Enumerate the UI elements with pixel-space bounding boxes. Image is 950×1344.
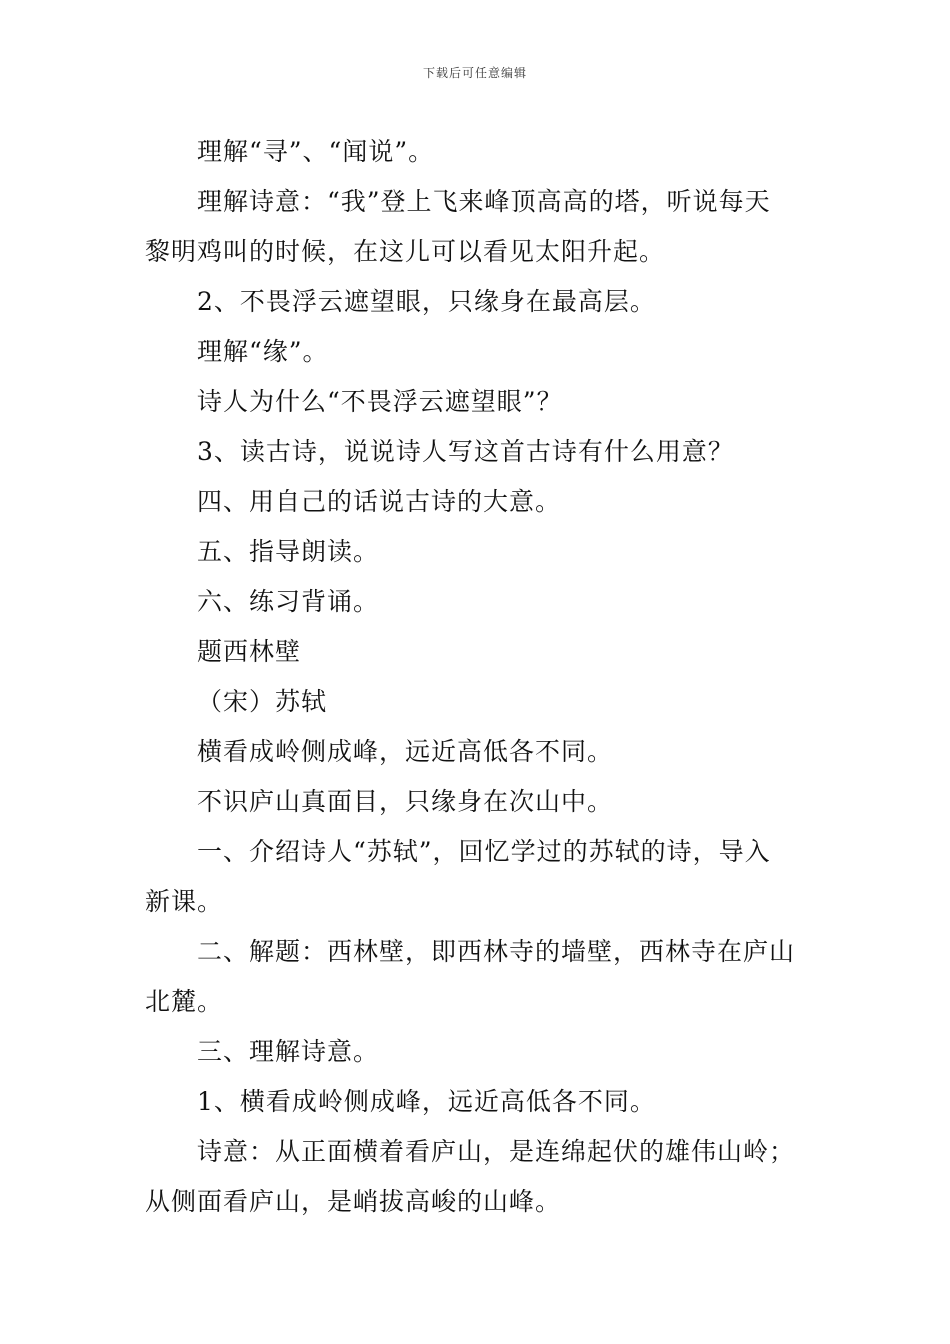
paragraph-line: 黎明鸡叫的时候，在这儿可以看见太阳升起。 <box>145 237 666 266</box>
poem-verse: 不识庐山真面目，只缘身在次山中。 <box>197 787 614 816</box>
paragraph-line: 六、练习背诵。 <box>197 587 380 616</box>
paragraph-line: 3、读古诗，说说诗人写这首古诗有什么用意？ <box>197 437 734 466</box>
page-header: 下载后可任意编辑 <box>422 66 527 80</box>
poem-author: （宋）苏轼 <box>197 687 328 716</box>
poem-title: 题西林壁 <box>197 637 302 666</box>
document-body <box>145 127 809 1227</box>
paragraph-line: 一、介绍诗人“苏轼”，回忆学过的苏轼的诗，导入 <box>197 837 771 866</box>
paragraph-line: 四、用自己的话说古诗的大意。 <box>197 487 562 516</box>
paragraph-line: 三、理解诗意。 <box>197 1037 380 1066</box>
paragraph-line: 二、解题：西林壁，即西林寺的墙壁，西林寺在庐山 <box>197 937 796 966</box>
paragraph-line: 1、横看成岭侧成峰，远近高低各不同。 <box>197 1087 656 1116</box>
paragraph-line: 理解“寻”、“闻说”。 <box>197 137 435 166</box>
poem-verse: 横看成岭侧成峰，远近高低各不同。 <box>197 737 614 766</box>
paragraph-line: 五、指导朗读。 <box>197 537 380 566</box>
paragraph-line: 理解诗意：“我”登上飞来峰顶高高的塔，听说每天 <box>197 187 771 216</box>
paragraph-line: 诗意：从正面横着看庐山，是连绵起伏的雄伟山岭； <box>197 1137 796 1166</box>
paragraph-line: 从侧面看庐山，是峭拔高峻的山峰。 <box>145 1187 562 1216</box>
paragraph-line: 新课。 <box>145 887 224 916</box>
paragraph-line: 诗人为什么“不畏浮云遮望眼”？ <box>197 387 563 416</box>
paragraph-line: 北麓。 <box>145 987 224 1016</box>
paragraph-line: 理解“缘”。 <box>197 337 329 366</box>
paragraph-line: 2、不畏浮云遮望眼，只缘身在最高层。 <box>197 287 656 316</box>
